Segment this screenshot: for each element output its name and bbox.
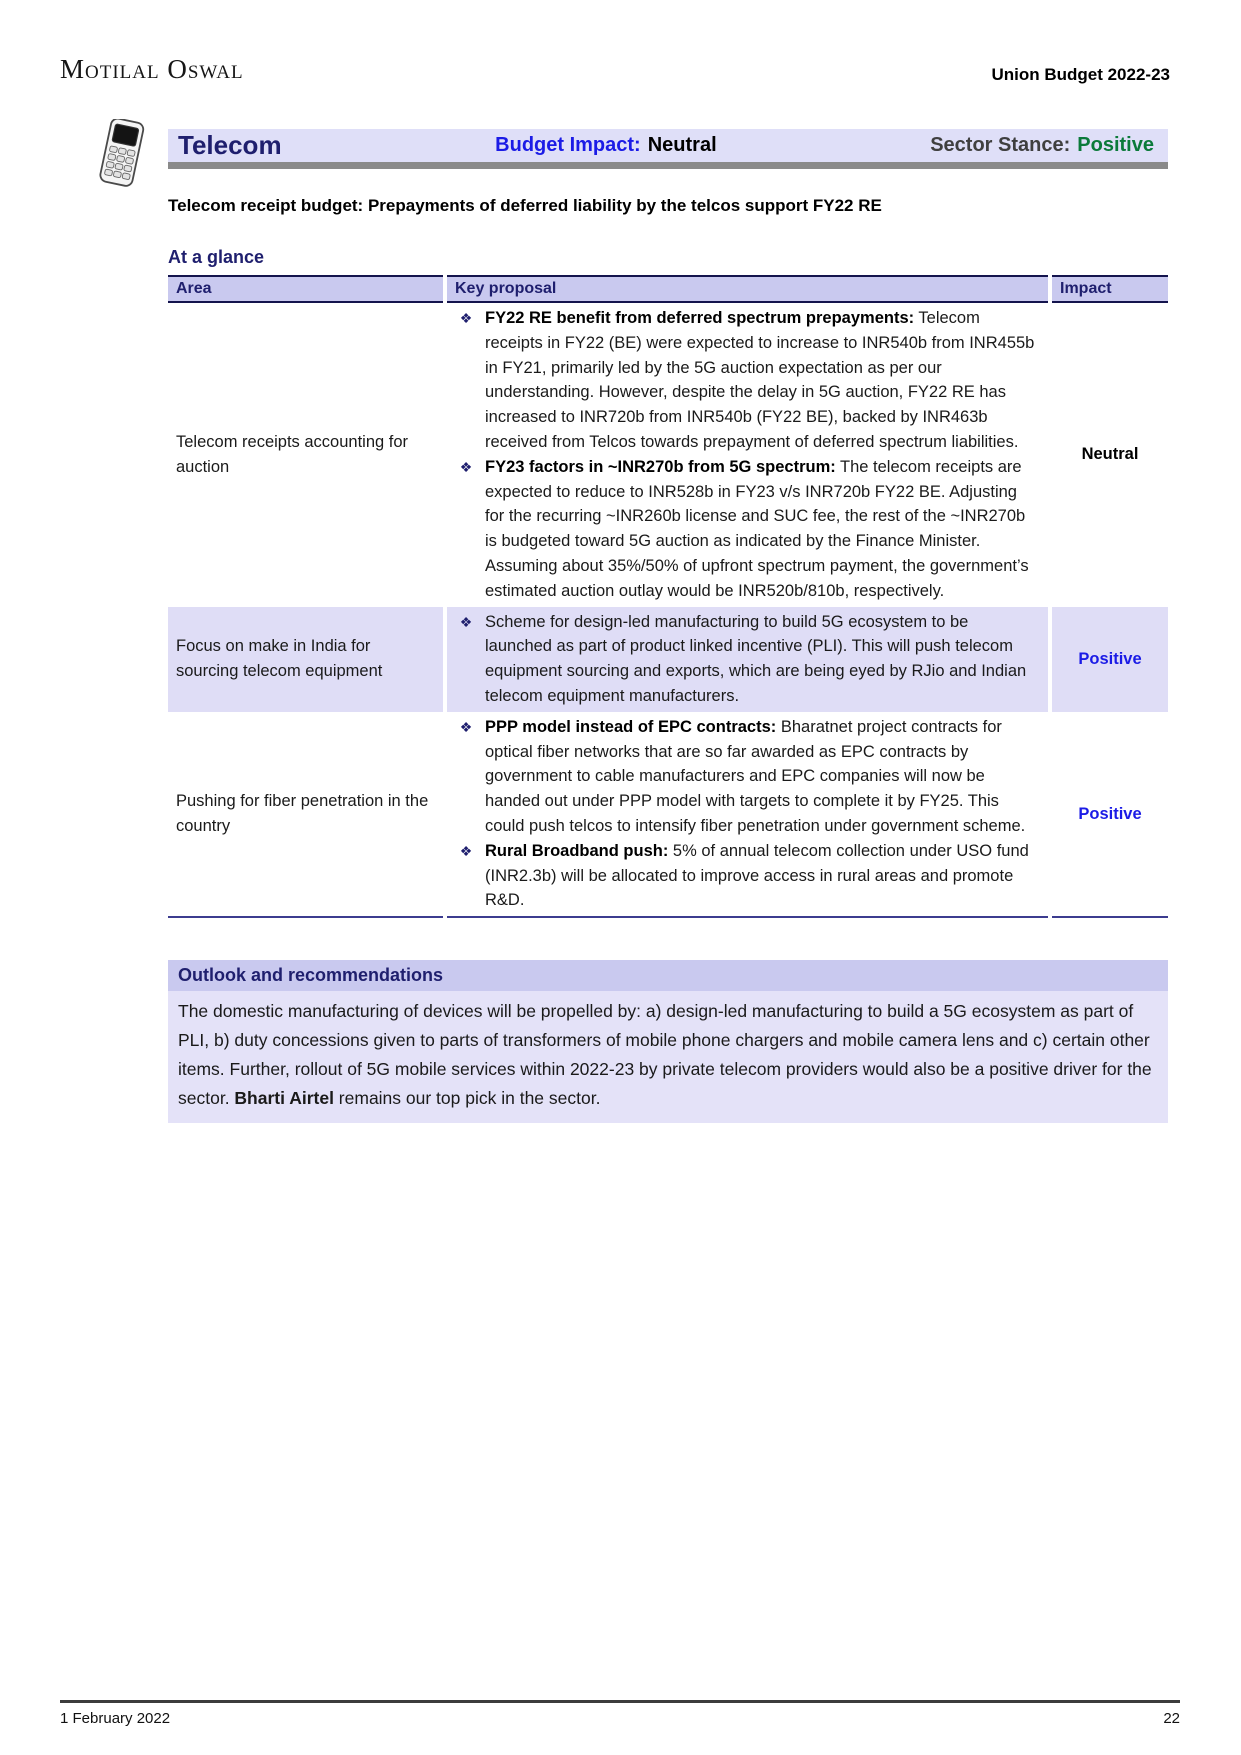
bullet-text: FY22 RE benefit from deferred spectrum prepayments: Telecom receipts in FY22 (BE) were expected to increase to INR540b from INR455b in FY21, primarily led by the 5G auction expectation as per our understanding. However, despite the delay in 5G auction, FY22 RE has increased to INR720b from INR540b (FY22 BE), backed by INR463b received from Telcos towards prepayment of deferred spectrum liabilities. xyxy=(485,309,1035,451)
column-header-area: Area xyxy=(168,276,445,302)
impact-cell: Positive xyxy=(1050,712,1168,917)
proposal-bullet xyxy=(447,455,1044,604)
glance-table-row xyxy=(168,302,1168,607)
page-footer xyxy=(60,1700,1180,1727)
outlook-section xyxy=(168,960,1168,1123)
area-cell: Focus on make in India for sourcing telecom equipment xyxy=(168,607,445,712)
at-a-glance-table xyxy=(168,275,1168,918)
report-subtitle: Telecom receipt budget: Prepayments of deferred liability by the telcos support FY22 RE xyxy=(168,196,882,215)
diamond-bullet-icon: ❖ xyxy=(459,458,473,475)
key-proposal-cell xyxy=(445,712,1050,917)
proposal-bullet xyxy=(447,839,1044,913)
diamond-bullet-icon: ❖ xyxy=(459,310,473,326)
column-header-key-proposal: Key proposal xyxy=(445,276,1050,302)
table-header-row xyxy=(168,276,1168,302)
column-header-impact: Impact xyxy=(1050,276,1168,302)
impact-cell: Positive xyxy=(1050,607,1168,712)
main-content xyxy=(168,129,1168,1123)
bullet-text: Rural Broadband push: 5% of annual telecom collection under USO fund (INR2.3b) will be allocated to improve access in rural areas and promote R&D. xyxy=(485,841,1029,910)
diamond-bullet-icon: ❖ xyxy=(459,718,473,735)
outlook-bold-stock: Bharti Airtel xyxy=(234,1088,334,1109)
key-proposal-cell xyxy=(445,607,1050,712)
outlook-heading: Outlook and recommendations xyxy=(168,960,1168,991)
budget-impact-value: Neutral xyxy=(647,134,717,156)
header-report-title: Union Budget 2022-23 xyxy=(991,65,1170,84)
proposal-bullet xyxy=(447,715,1044,839)
bullet-text: PPP model instead of EPC contracts: Bharatnet project contracts for optical fiber networks that are so far awarded as EPC contracts by government to cable manufacturers and EPC companies will now be handed out under PPP model with targets to complete it by FY25. This could push telcos to intensify fiber penetration under government scheme. xyxy=(485,717,1026,835)
impact-cell: Neutral xyxy=(1050,302,1168,607)
outlook-text-before: The domestic manufacturing of devices will be propelled by: a) design-led manufacturing to build a 5G ecosystem as part of PLI, b) duty concessions given to parts of transformers of mobile phone chargers and mobile camera lens and c) certain other items. Further, rollout of 5G mobile services within 2022-23 by private telecom providers would also be a positive driver for the sector. xyxy=(178,1001,1152,1109)
sector-stance-value: Positive xyxy=(1077,134,1154,156)
budget-impact-label: Budget Impact: xyxy=(495,134,641,156)
mobile-phone-icon xyxy=(96,119,148,189)
proposal-bullet xyxy=(447,306,1044,455)
sector-banner-wrap xyxy=(168,129,1168,169)
area-cell: Telecom receipts accounting for auction xyxy=(176,432,409,476)
bullet-text: Scheme for design-led manufacturing to build 5G ecosystem to be launched as part of product linked incentive (PLI). This will push telecom equipment sourcing and exports, which are being eyed by RJio and Indian telecom equipment manufacturers. xyxy=(485,612,1027,705)
at-a-glance-heading: At a glance xyxy=(168,247,265,267)
diamond-bullet-icon: ❖ xyxy=(459,613,473,630)
brand-logo: Motilal Oswal xyxy=(60,54,244,84)
page-header xyxy=(60,56,1170,83)
sector-title: Telecom xyxy=(178,130,282,160)
outlook-paragraph xyxy=(168,991,1168,1123)
outlook-text-after: remains our top pick in the sector. xyxy=(333,1088,601,1109)
proposal-bullet xyxy=(447,610,1044,709)
area-cell: Pushing for fiber penetration in the country xyxy=(176,792,429,835)
diamond-bullet-icon: ❖ xyxy=(459,842,473,859)
budget-impact xyxy=(495,134,716,157)
key-proposal-cell xyxy=(445,302,1050,607)
sector-banner xyxy=(168,129,1168,169)
footer-date: 1 February 2022 xyxy=(60,1710,171,1727)
bullet-text: FY23 factors in ~INR270b from 5G spectrum: The telecom receipts are expected to reduce to INR528b in FY23 v/s INR720b FY22 BE. Adjusting for the recurring ~INR260b license and SUC fee, the rest of the ~INR270b is budgeted toward 5G auction as indicated by the Finance Minister. Assuming about 35%/50% of upfront spectrum payment, the government’s estimated auction outlay would be INR520b/810b, respectively. xyxy=(485,457,1029,600)
glance-table-row xyxy=(168,712,1168,917)
glance-table-row xyxy=(168,607,1168,712)
sector-stance xyxy=(930,134,1154,157)
sector-stance-label: Sector Stance: xyxy=(930,134,1071,156)
footer-page-number: 22 xyxy=(1163,1710,1180,1727)
